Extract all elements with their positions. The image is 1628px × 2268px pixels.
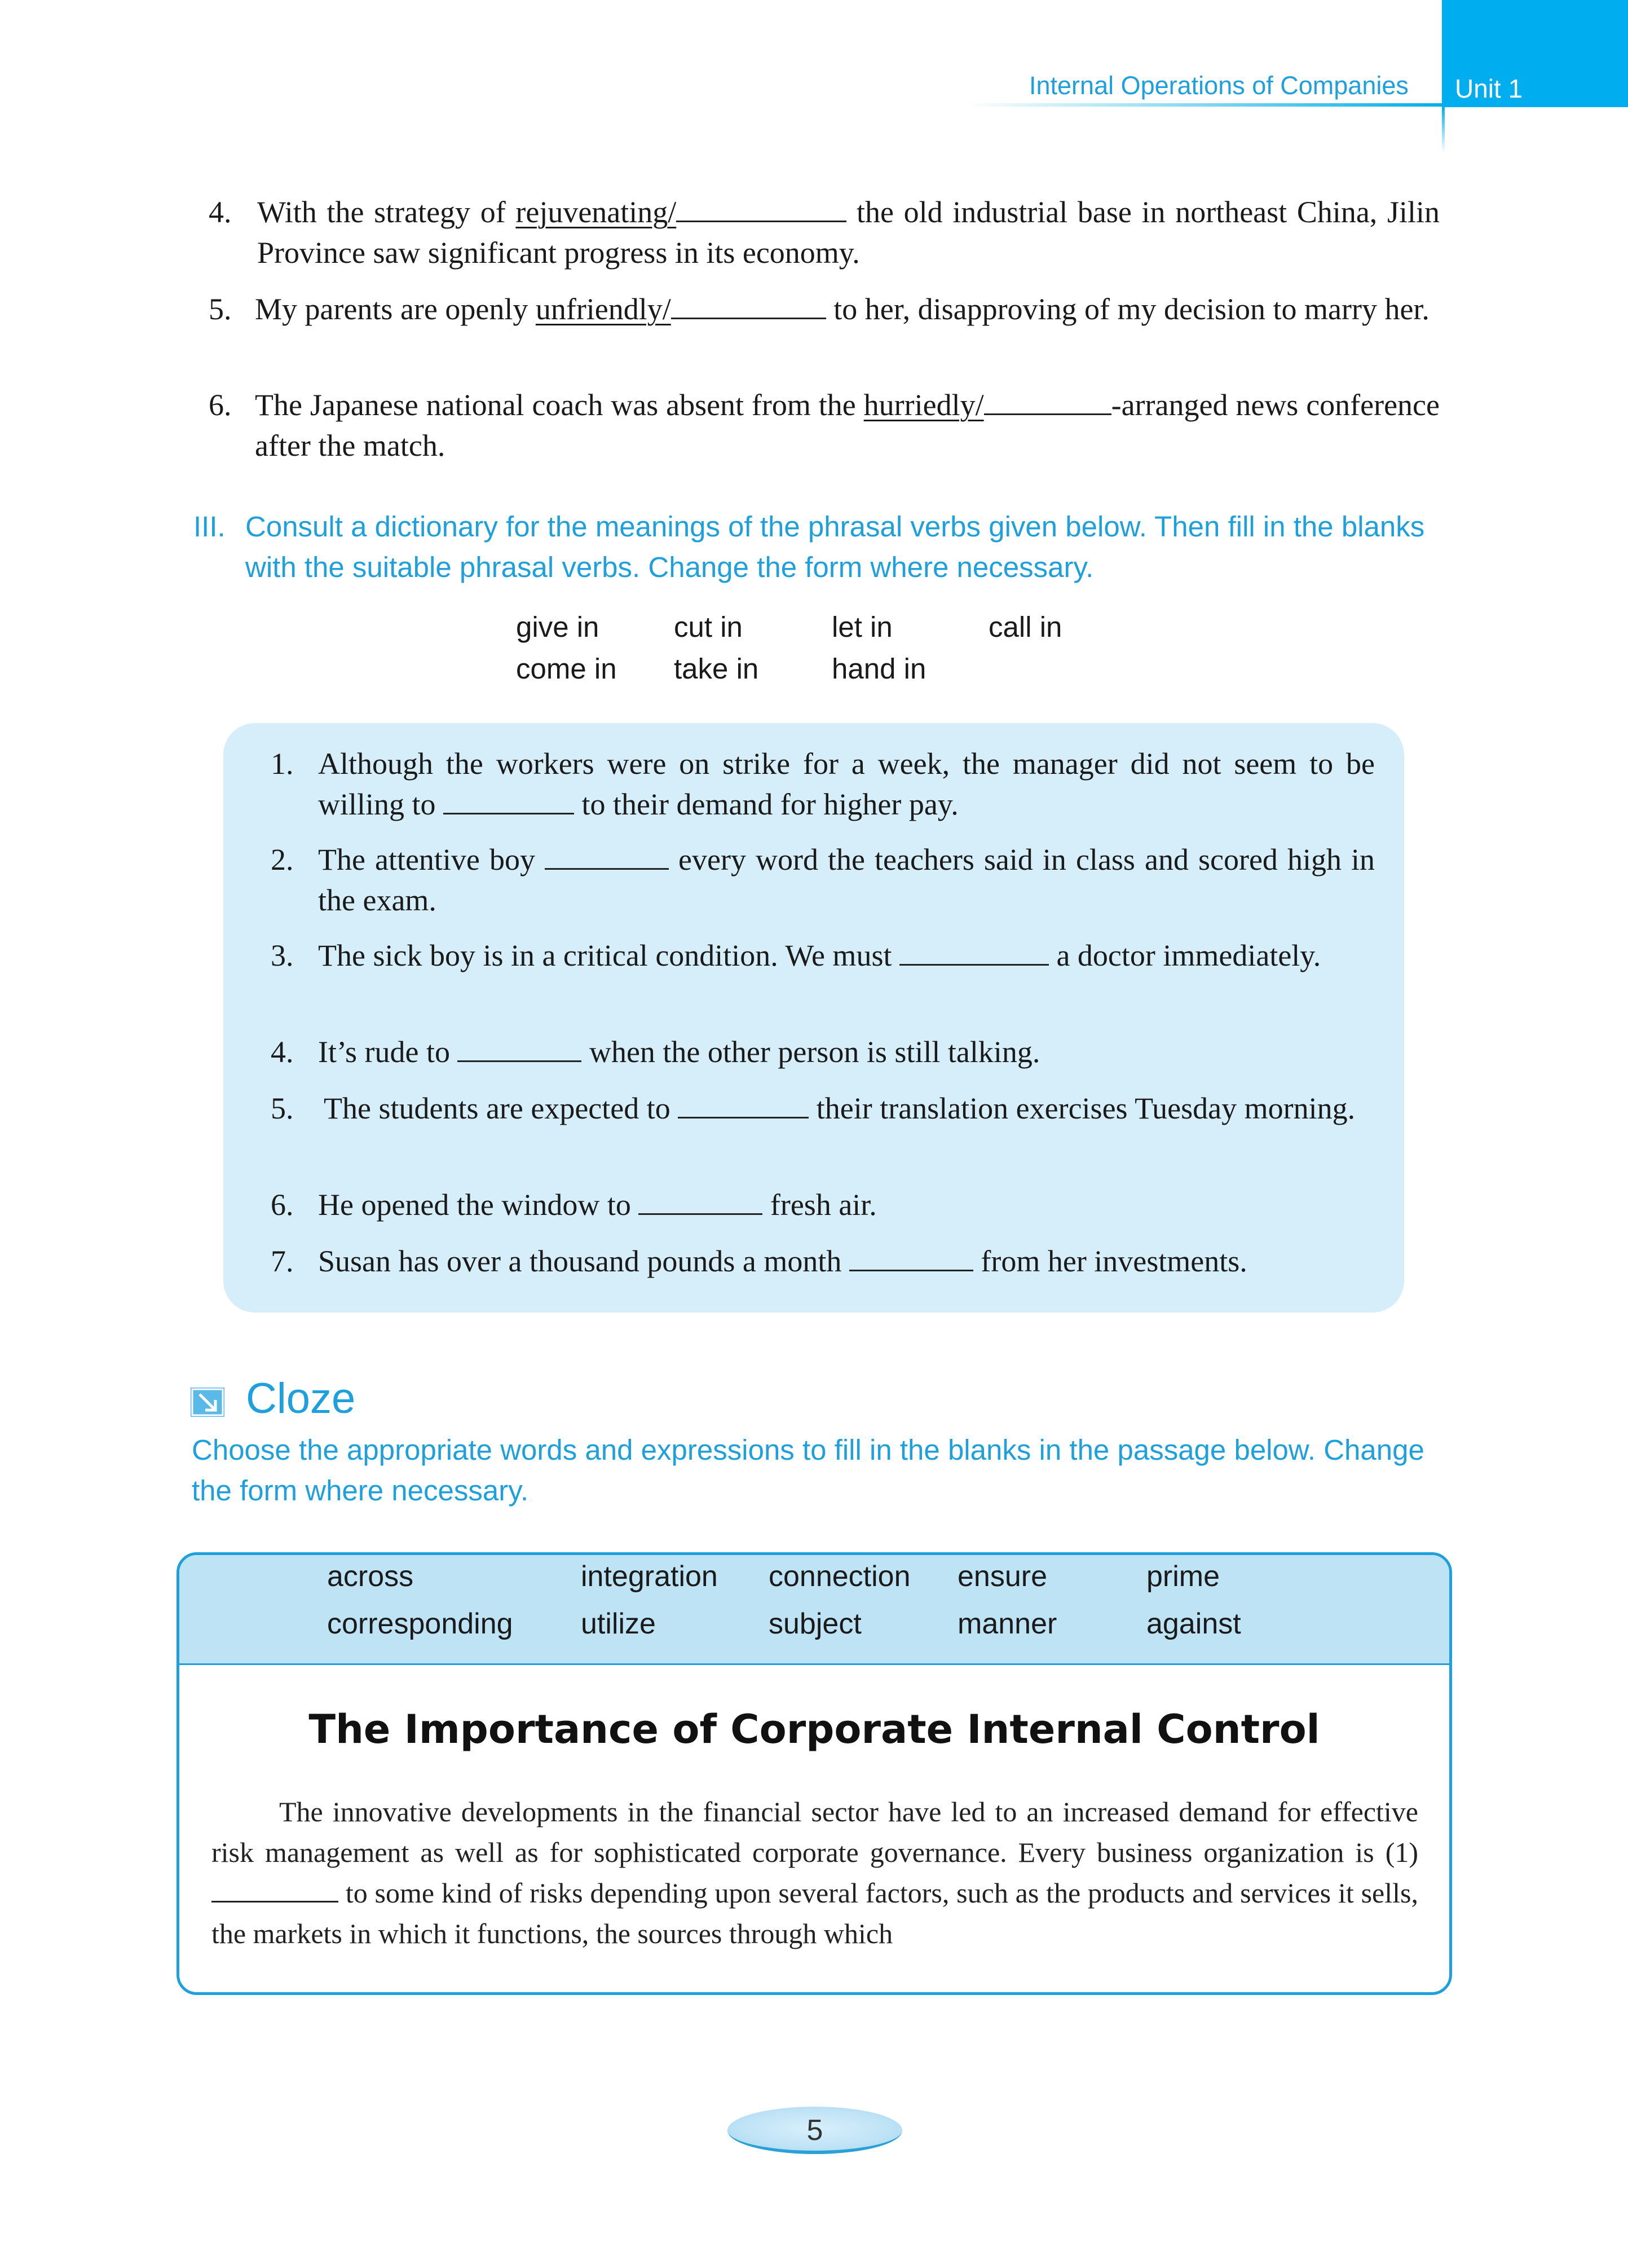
- item-text: It’s rude to: [318, 1035, 458, 1069]
- answer-blank[interactable]: [545, 840, 669, 870]
- cloze-instruction: Choose the appropriate words and expressions to fill in the blanks in the passage below. Change the form where necessary.: [192, 1434, 1424, 1507]
- page-number: 5: [806, 2114, 823, 2147]
- answer-blank[interactable]: [671, 289, 826, 319]
- item-number: 1.: [271, 747, 294, 781]
- item-text: The attentive boy: [318, 843, 545, 877]
- page-number-badge: [727, 2107, 902, 2154]
- item-text: to their demand for higher pay.: [574, 787, 959, 821]
- item-text: from her investments.: [973, 1244, 1247, 1278]
- item-text: every word the teachers said in class and scored high in the exam.: [318, 843, 1375, 917]
- word-bank-item: against: [1146, 1608, 1241, 1640]
- item-text: My parents are openly: [255, 292, 536, 326]
- exercise3-item-1: [271, 743, 1375, 825]
- phrasal-verb: hand in: [832, 653, 926, 685]
- cloze-heading: Cloze: [246, 1375, 356, 1423]
- item-number: 6.: [271, 1188, 294, 1222]
- item-number: 5.: [271, 1091, 294, 1125]
- arrow-down-right-icon: [191, 1388, 224, 1417]
- phrasal-verb: let in: [832, 611, 893, 643]
- answer-blank[interactable]: [849, 1241, 973, 1271]
- item-text: -arranged news conference after the match.: [255, 388, 1440, 463]
- word-bank-item: prime: [1146, 1560, 1220, 1593]
- section-number: III.: [193, 510, 226, 543]
- passage-text: to some kind of risks depending upon several factors, such as the products and services it sells, the markets in which it functions, the sources through which: [211, 1877, 1418, 1949]
- item-number: 6.: [209, 388, 232, 422]
- answer-blank[interactable]: [899, 936, 1049, 966]
- answer-blank[interactable]: [638, 1185, 762, 1215]
- item-number: 7.: [271, 1244, 294, 1278]
- item-text: a doctor immediately.: [1048, 939, 1321, 972]
- word-bank-item: connection: [769, 1560, 911, 1593]
- instruction-text: Consult a dictionary for the meanings of the phrasal verbs given below. Then fill in the blanks with the suitable phrasal verbs. Change the form where necessary.: [245, 510, 1425, 583]
- item-text: With the strategy of: [257, 195, 516, 229]
- exercise2-item-4: [209, 192, 1440, 273]
- unit-label: Unit 1: [1455, 74, 1523, 103]
- item-text: The Japanese national coach was absent from the: [255, 388, 864, 422]
- phrasal-verb: call in: [989, 611, 1062, 643]
- exercise3-instruction: [193, 507, 1440, 588]
- phrasal-verb: cut in: [674, 611, 743, 643]
- exercise3-item-7: [271, 1241, 1375, 1281]
- exercise3-item-4: [271, 1032, 1375, 1072]
- phrasal-verb: come in: [516, 653, 617, 685]
- cloze-passage-box: [177, 1552, 1452, 1995]
- phrasal-verb: give in: [516, 611, 599, 643]
- item-text: He opened the window to: [318, 1188, 639, 1222]
- passage-title: The Importance of Corporate Internal Control: [308, 1706, 1320, 1752]
- item-text: Susan has over a thousand pounds a month: [318, 1244, 849, 1278]
- answer-blank[interactable]: [678, 1089, 809, 1118]
- exercise2-item-5: [209, 289, 1440, 329]
- item-keyword: hurriedly/: [863, 388, 984, 422]
- blank-number: (1): [1385, 1837, 1418, 1868]
- exercise3-item-6: [271, 1184, 1375, 1225]
- exercise2-item-6: [209, 385, 1440, 466]
- item-text: the old industrial base in northeast China, Jilin Province saw significant progress in its economy.: [257, 195, 1440, 270]
- item-number: 5.: [209, 292, 232, 326]
- item-number: 2.: [271, 843, 294, 877]
- word-bank-item: manner: [958, 1608, 1057, 1640]
- word-bank-item: subject: [769, 1608, 862, 1640]
- word-bank-item: across: [327, 1560, 414, 1593]
- header-rule: [964, 103, 1444, 107]
- item-text: The sick boy is in a critical condition. We must: [318, 939, 899, 972]
- item-number: 4.: [209, 195, 232, 229]
- item-number: 3.: [271, 939, 294, 972]
- phrasal-verb: take in: [674, 653, 759, 685]
- exercise3-item-5: [271, 1088, 1375, 1129]
- answer-blank[interactable]: [984, 385, 1111, 415]
- item-keyword: unfriendly/: [535, 292, 671, 326]
- item-text: fresh air.: [762, 1188, 877, 1222]
- answer-blank[interactable]: [457, 1032, 581, 1062]
- item-text: to her, disapproving of my decision to marry her.: [826, 292, 1430, 326]
- item-keyword: rejuvenating/: [515, 195, 677, 229]
- word-bank-item: utilize: [581, 1608, 656, 1640]
- unit-tab-tick: [1442, 107, 1445, 152]
- answer-blank[interactable]: [443, 785, 574, 814]
- item-text: their translation exercises Tuesday morning.: [809, 1091, 1356, 1125]
- item-text: The students are expected to: [324, 1091, 678, 1125]
- unit-tab: [1442, 0, 1628, 107]
- exercise3-item-2: [271, 839, 1375, 921]
- running-header-title: Internal Operations of Companies: [1029, 71, 1409, 100]
- item-number: 4.: [271, 1035, 294, 1069]
- passage-body: [211, 1791, 1418, 1954]
- answer-blank[interactable]: [676, 192, 846, 222]
- exercise3-item-3: [271, 935, 1375, 976]
- word-bank: [179, 1555, 1449, 1665]
- item-text: Although the workers were on strike for a week, the manager did not seem to be willing to: [318, 747, 1375, 821]
- passage-text: The innovative developments in the financial sector have led to an increased demand for effective risk management as well as for sophisticated corporate governance. Every business organization is: [211, 1796, 1418, 1868]
- word-bank-item: ensure: [958, 1560, 1047, 1593]
- word-bank-item: corresponding: [327, 1608, 513, 1640]
- answer-blank[interactable]: [211, 1873, 338, 1903]
- word-bank-item: integration: [581, 1560, 718, 1593]
- item-text: when the other person is still talking.: [581, 1035, 1040, 1069]
